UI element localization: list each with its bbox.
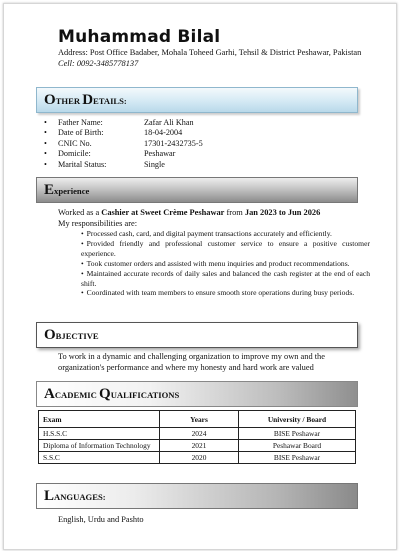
table-header-row xyxy=(39,411,356,428)
experience-intro: Worked as a Cashier at Sweet Crème Peshawar from Jan 2023 to Jun 2026 xyxy=(58,208,321,217)
list-item: • Processed cash, card, and digital payment transactions accurately and efficiently. xyxy=(58,229,370,239)
detail-row: • Father Name: Zafar Ali Khan xyxy=(44,118,194,127)
section-title-qualifications: ACADEMIC QUALIFICATIONS xyxy=(44,386,180,402)
section-header-objective xyxy=(36,322,358,348)
cell-number: Cell: 0092-3485778137 xyxy=(58,59,139,68)
responsibilities-label: My responsibilities are: xyxy=(58,218,138,228)
detail-row: • Date of Birth: 18-04-2004 xyxy=(44,128,183,138)
section-title-languages: LANGUAGES: xyxy=(44,488,106,504)
section-header-experience xyxy=(36,177,358,203)
section-header-languages xyxy=(36,483,358,509)
objective-text: To work in a dynamic and challenging organization to improve my own and the organization's performance and where my honesty and hard work are valued xyxy=(58,352,325,372)
address-text: Address: Post Office Badaber, Mohala Toheed Garhi, Tehsil & District Peshawar, Pakistan xyxy=(58,48,362,57)
section-title-experience: Experience xyxy=(44,182,90,198)
column-header-years: Years xyxy=(160,411,239,428)
responsibilities-list xyxy=(58,229,370,298)
contact-block xyxy=(58,47,363,69)
section-title-objective: OBJECTIVE xyxy=(44,327,99,343)
qualifications-table xyxy=(38,410,356,464)
column-header-board: University / Board xyxy=(239,411,356,428)
section-title-other-details: OTHER DETAILS: xyxy=(44,92,127,108)
section-header-other-details xyxy=(36,87,358,113)
list-item: • Maintained accurate records of daily sales and balanced the cash register at the end of each shift. xyxy=(58,269,370,289)
candidate-name: Muhammad Bilal xyxy=(58,27,221,47)
languages-text: English, Urdu and Pashto xyxy=(58,515,144,524)
detail-row: • Marital Status: Single xyxy=(44,159,165,169)
column-header-exam: Exam xyxy=(39,411,160,428)
experience-block xyxy=(58,208,370,298)
detail-row: • CNIC No. 17301-2432735-5 xyxy=(44,138,203,148)
list-item: • Coordinated with team members to ensure smooth store operations during busy periods. xyxy=(58,288,370,298)
table-row: S.S.C 2020 BISE Peshawar xyxy=(39,452,356,464)
detail-row: • Domicile: Peshawar xyxy=(44,149,176,159)
table-row: H.S.S.C 2024 BISE Peshawar xyxy=(39,428,356,440)
personal-details-list xyxy=(44,118,203,170)
list-item: • Provided friendly and professional customer service to ensure a positive customer experience. xyxy=(58,239,370,259)
section-header-qualifications xyxy=(36,381,358,407)
table-row: Diploma of Information Technology 2021 Peshawar Board xyxy=(39,440,356,452)
list-item: • Took customer orders and assisted with menu inquiries and product recommendations. xyxy=(58,259,370,269)
